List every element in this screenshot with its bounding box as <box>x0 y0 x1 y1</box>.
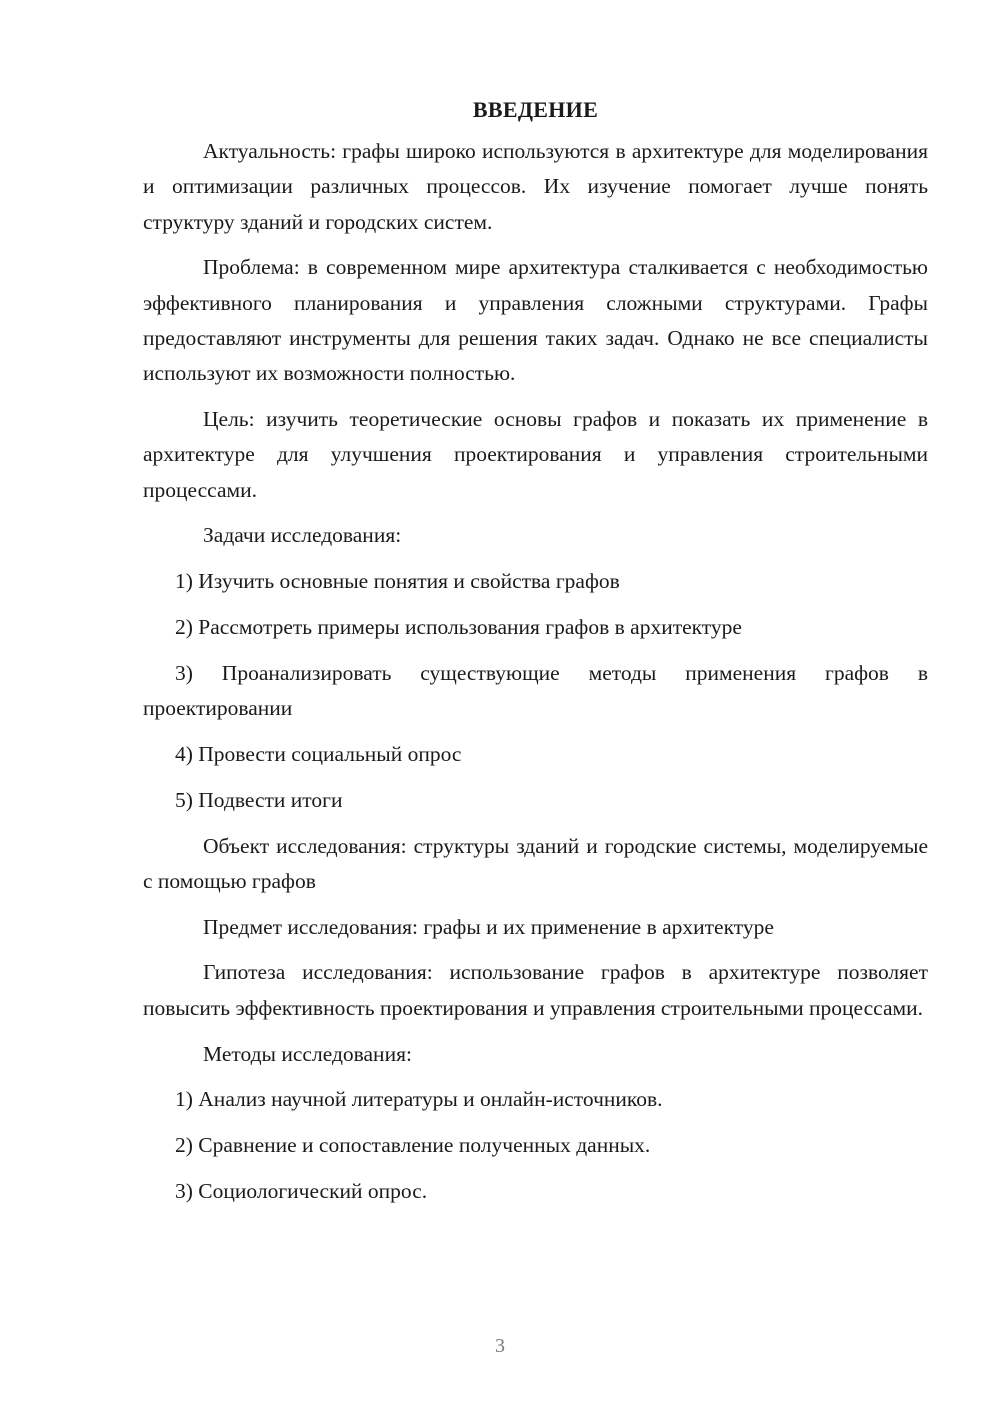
section-title: ВВЕДЕНИЕ <box>472 97 599 122</box>
tasks-heading: Задачи исследования: <box>203 523 402 548</box>
document-page <box>143 92 928 1220</box>
method-item: 2) Сравнение и сопоставление полученных данных. <box>175 1133 651 1158</box>
hypothesis-paragraph: Гипотеза исследования: использование графов в архитектуре позволяет повысить эффективность проектирования и управления строительными процессами. <box>143 960 928 1020</box>
object-paragraph: Объект исследования: структуры зданий и городские системы, моделируемые с помощью графов <box>143 833 928 893</box>
goal-paragraph: Цель: изучить теоретические основы графов и показать их применение в архитектуре для улучшения проектирования и управления строительными процессами. <box>143 407 928 502</box>
method-item: 1) Анализ научной литературы и онлайн-источников. <box>175 1087 663 1112</box>
task-item: 3) Проанализировать существующие методы применения графов в проектировании <box>143 660 928 721</box>
task-item: 5) Подвести итоги <box>175 787 343 812</box>
relevance-paragraph: Актуальность: графы широко используются в архитектуре для моделирования и оптимизации различных процессов. Их изучение помогает лучше понять структуру зданий и городских систем. <box>143 139 928 234</box>
task-item: 4) Провести социальный опрос <box>175 741 462 766</box>
method-item: 3) Социологический опрос. <box>175 1178 428 1203</box>
subject-paragraph: Предмет исследования: графы и их применение в архитектуре <box>203 914 774 939</box>
methods-heading: Методы исследования: <box>203 1041 412 1066</box>
problem-paragraph: Проблема: в современном мире архитектура сталкивается с необходимостью эффективного планирования и управления сложными структурами. Графы предоставляют инструменты для решения таких задач. Однако не все специалисты используют их возможности полностью. <box>143 255 928 386</box>
task-item: 1) Изучить основные понятия и свойства графов <box>175 569 620 594</box>
task-item: 2) Рассмотреть примеры использования графов в архитектуре <box>175 615 742 640</box>
page-number: 3 <box>495 1335 505 1357</box>
